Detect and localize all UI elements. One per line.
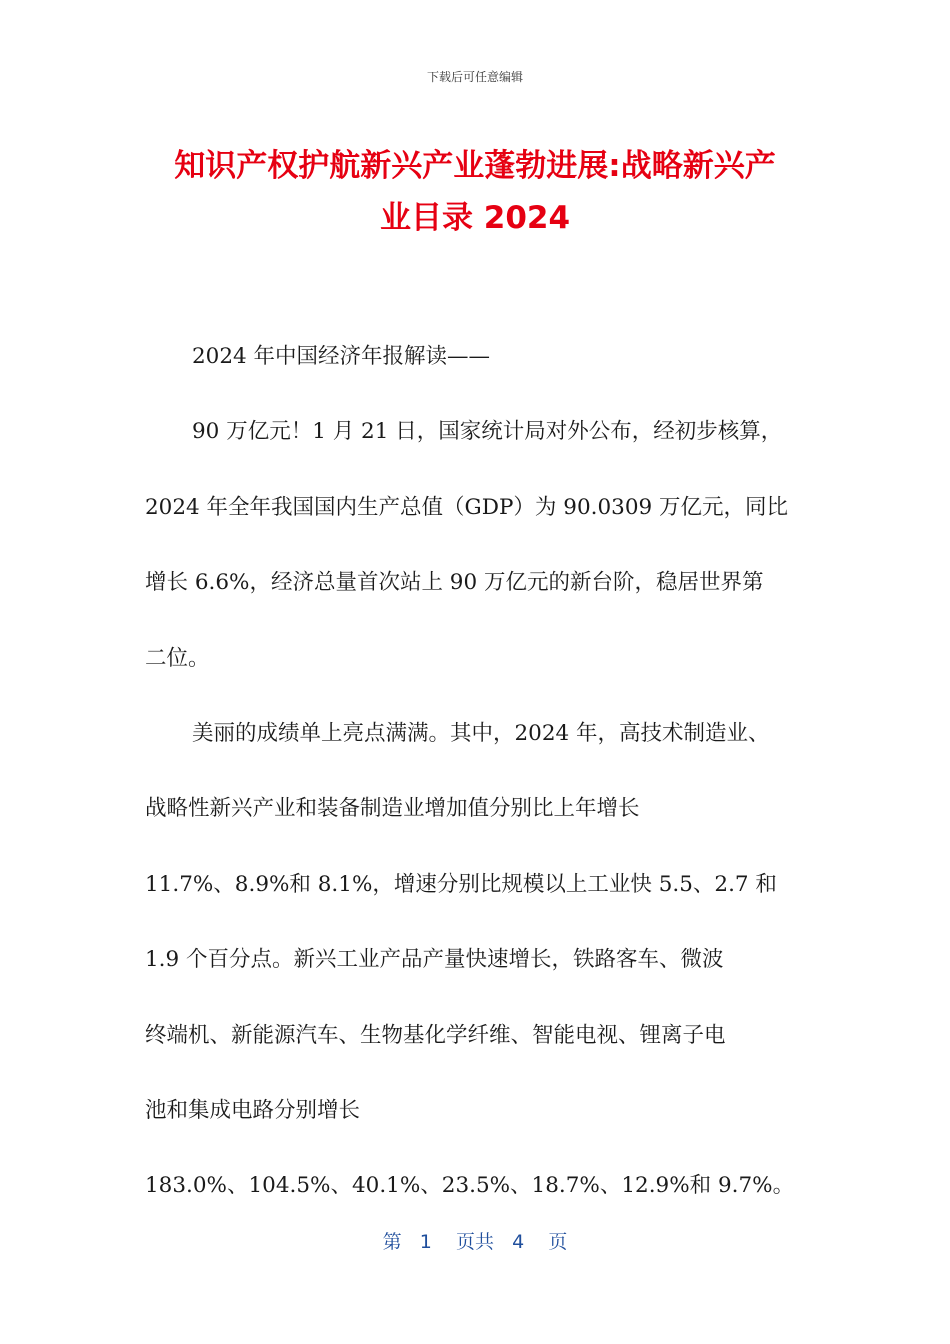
paragraph-highlights bbox=[145, 696, 810, 1224]
document-body bbox=[145, 319, 810, 1224]
paragraph-line: 11.7%、8.9%和 8.1%，增速分别比规模以上工业快 5.5、2.7 和 bbox=[145, 871, 777, 897]
title-line-1: 知识产权护航新兴产业蓬勃进展:战略新兴产 bbox=[174, 148, 776, 184]
paragraph-line: 美丽的成绩单上亮点满满。其中，2024 年，高技术制造业、 bbox=[192, 721, 770, 747]
footer-suffix: 页 bbox=[548, 1231, 568, 1253]
title-line-2: 业目录 2024 bbox=[379, 200, 571, 236]
footer-prefix: 第 bbox=[382, 1231, 402, 1253]
paragraph-gdp bbox=[145, 394, 810, 696]
paragraph-line: 战略性新兴产业和装备制造业增加值分别比上年增长 bbox=[145, 796, 640, 822]
paragraph-line: 2024 年全年我国国内生产总值（GDP）为 90.0309 万亿元，同比 bbox=[145, 494, 789, 520]
paragraph-intro bbox=[145, 319, 810, 394]
paragraph-line: 2024 年中国经济年报解读—— bbox=[192, 344, 491, 369]
document-title bbox=[120, 140, 830, 244]
footer-page-total: 4 bbox=[512, 1231, 525, 1253]
paragraph-line: 终端机、新能源汽车、生物基化学纤维、智能电视、锂离子电 bbox=[145, 1022, 726, 1048]
page-footer bbox=[0, 1227, 950, 1254]
paragraph-line: 二位。 bbox=[145, 645, 210, 671]
page-header-note: 下载后可任意编辑 bbox=[426, 70, 523, 84]
paragraph-line: 183.0%、104.5%、40.1%、23.5%、18.7%、12.9%和 9.7%。 bbox=[145, 1173, 795, 1199]
footer-page-number: 1 bbox=[419, 1231, 432, 1253]
paragraph-line: 增长 6.6%，经济总量首次站上 90 万亿元的新台阶，稳居世界第 bbox=[145, 570, 764, 596]
paragraph-line: 池和集成电路分别增长 bbox=[145, 1098, 361, 1124]
paragraph-line: 1.9 个百分点。新兴工业产品产量快速增长，铁路客车、微波 bbox=[145, 947, 724, 973]
paragraph-line: 90 万亿元！1 月 21 日，国家统计局对外公布，经初步核算， bbox=[192, 419, 783, 445]
footer-middle: 页共 bbox=[455, 1231, 494, 1253]
